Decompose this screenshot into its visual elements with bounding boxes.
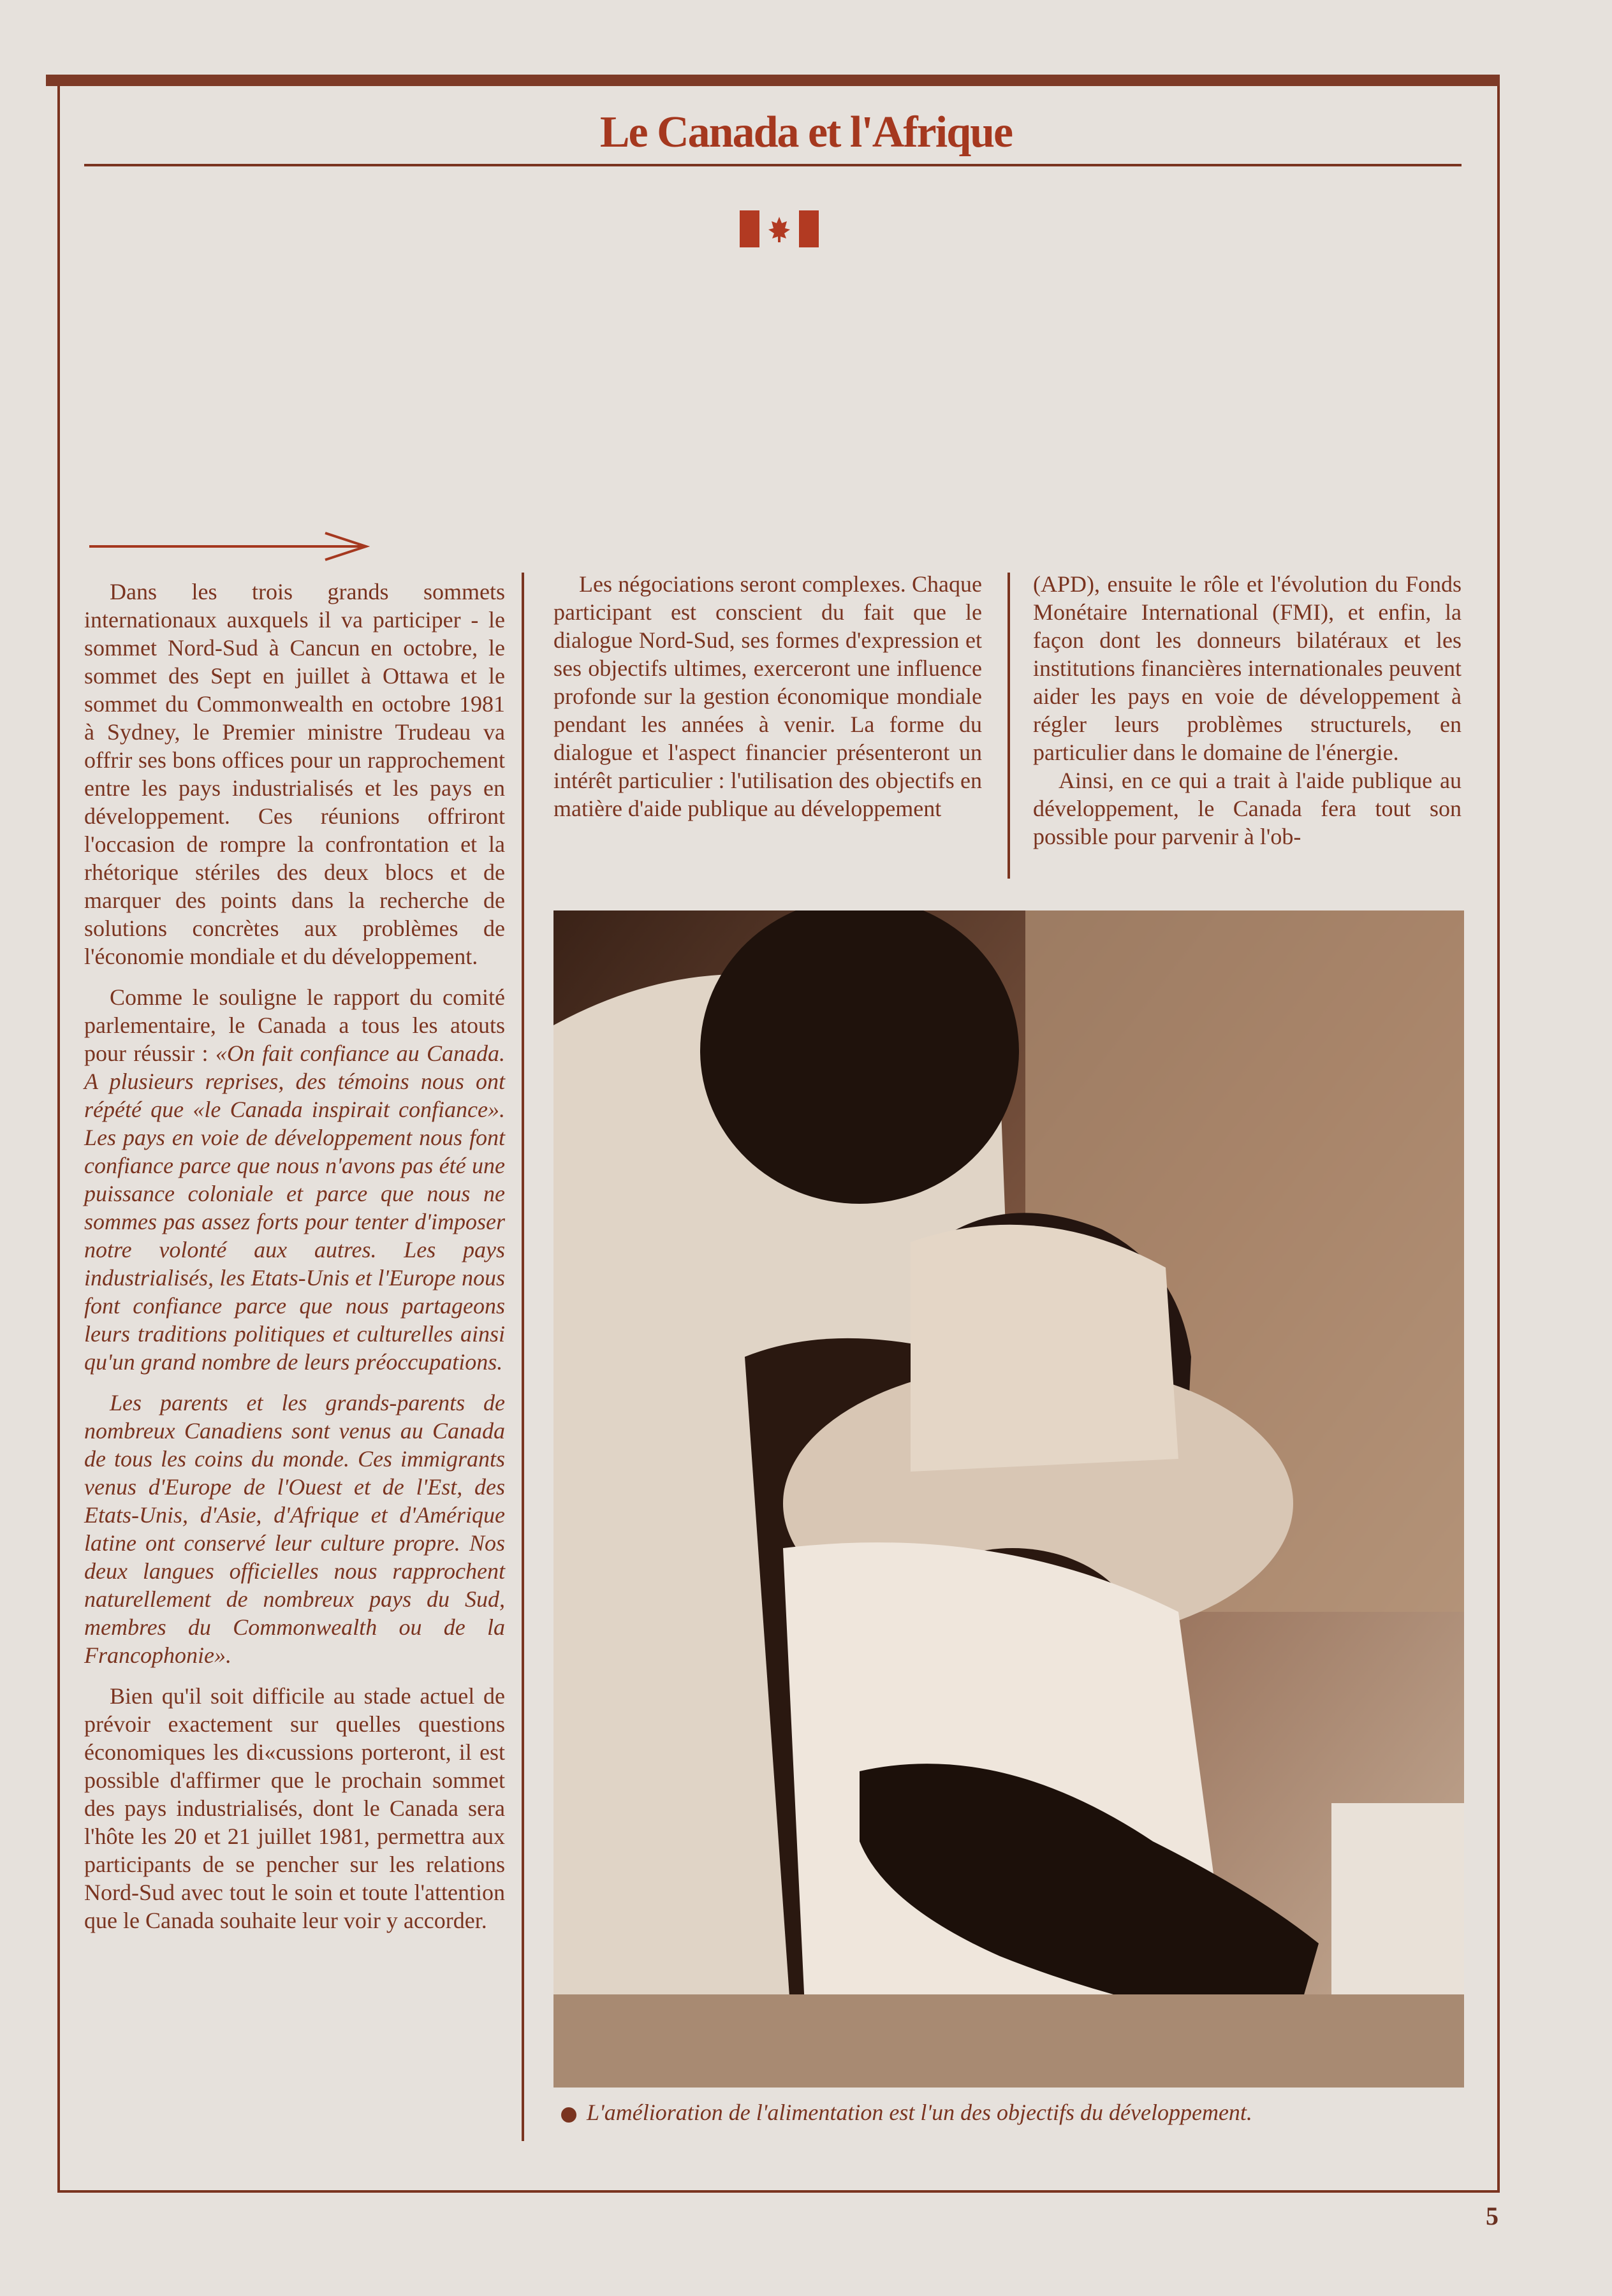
page-number: 5 <box>1486 2202 1498 2230</box>
article-column-1 <box>84 578 505 1947</box>
caption-text: L'amélioration de l'alimentation est l'un des objectifs du développement. <box>587 2100 1252 2125</box>
photo-caption <box>561 2098 1467 2127</box>
paragraph-immigrants: Les parents et les grands-parents de nombreux Canadiens sont venus au Canada de tous les coins du monde. Ces immigrants venus d'Europe de l'Ouest et de l'Est, des Etats-Unis, d'Asie, d'Afrique et d'Amérique latine ont conservé leur culture propre. Nos deux langues officielles nous rapprochent naturellement de nombreux pays du Sud, membres du Commonwealth ou de la Francophonie». <box>84 1390 505 1668</box>
column-divider-2 <box>1007 573 1010 879</box>
bullet-icon <box>561 2107 576 2123</box>
top-border-band <box>46 75 1500 86</box>
paragraph-summit: Bien qu'il soit difficile au stade actuel de prévoir exactement sur quelles questions économiques les di«cussions porteront, il est possible d'affirmer que le prochain sommet des pays industrialisés, dont le Canada sera l'hôte les 20 et 21 juillet 1981, permettra aux participants de se pencher sur les relations Nord-Sud avec tout le soin et toute l'attention que le Canada souhaite leur voir y accorder. <box>84 1683 505 1933</box>
paragraph-negotiations: Les négociations seront complexes. Chaque participant est conscient du fait que le dialogue Nord-Sud, ses formes d'expression et ses objectifs ultimes, exerceront une influence profonde sur la gestion économique mondiale pendant les années à venir. La forme du dialogue et l'aspect financier présenteront un intérêt particulier : l'utilisation des objectifs en matière d'aide publique au développement <box>553 571 982 821</box>
paragraph-aid: Ainsi, en ce qui a trait à l'aide publique au développement, le Canada fera tout son possible pour parvenir à l'ob- <box>1033 768 1462 849</box>
paragraph-apd: (APD), ensuite le rôle et l'évolution du Fonds Monétaire International (FMI), et enfin, la façon dont les donneurs bilatéraux et les institutions financières internationales peuvent aider les pays en voie de développement à régler leurs problèmes structurels, en particulier dans le domaine de l'énergie. <box>1033 571 1462 765</box>
paragraph-intro: Dans les trois grands sommets internationaux auxquels il va participer - le sommet Nord-Sud à Cancun en octobre, le sommet des Sept en juillet à Ottawa et le sommet du Commonwealth en octobre 1981 à Sydney, le Premier ministre Trudeau va offrir ses bons offices pour un rapprochement entre les pays industrialisés et les pays en développement. Ces réunions offriront l'occasion de rompre la confrontation et la rhétorique stériles des deux blocs et de marquer des points dans la recherche de solutions concrètes aux problèmes de l'économie mondiale et du développement. <box>84 579 505 969</box>
report-lead: Comme le souligne le rapport du comité parlementaire, le Canada a tous les atouts pour réussir : <box>84 984 505 1066</box>
canada-flag-icon <box>740 210 819 247</box>
photo-food-vendors <box>553 910 1464 2088</box>
title-rule <box>84 164 1462 166</box>
column-divider-1 <box>522 573 524 2141</box>
article-column-3 <box>1033 570 1462 851</box>
article-column-2 <box>553 570 982 823</box>
page-title: Le Canada et l'Afrique <box>599 108 1013 157</box>
paragraph-report <box>84 983 505 1376</box>
report-quote: «On fait confiance au Canada. A plusieurs reprises, des témoins nous ont répété que «le Canada inspirait confiance». Les pays en voie de développement nous font confiance parce que nous n'avons pas été une puissance coloniale et parce que nous ne sommes pas assez forts pour tenter d'imposer notre volonté aux autres. Les pays industrialisés, les Etats-Unis et l'Europe nous font confiance parce que nous partageons leurs traditions politiques et culturelles ainsi qu'un grand nombre de leurs préoccupations. <box>84 1041 505 1375</box>
arrow-right-icon <box>89 529 370 561</box>
